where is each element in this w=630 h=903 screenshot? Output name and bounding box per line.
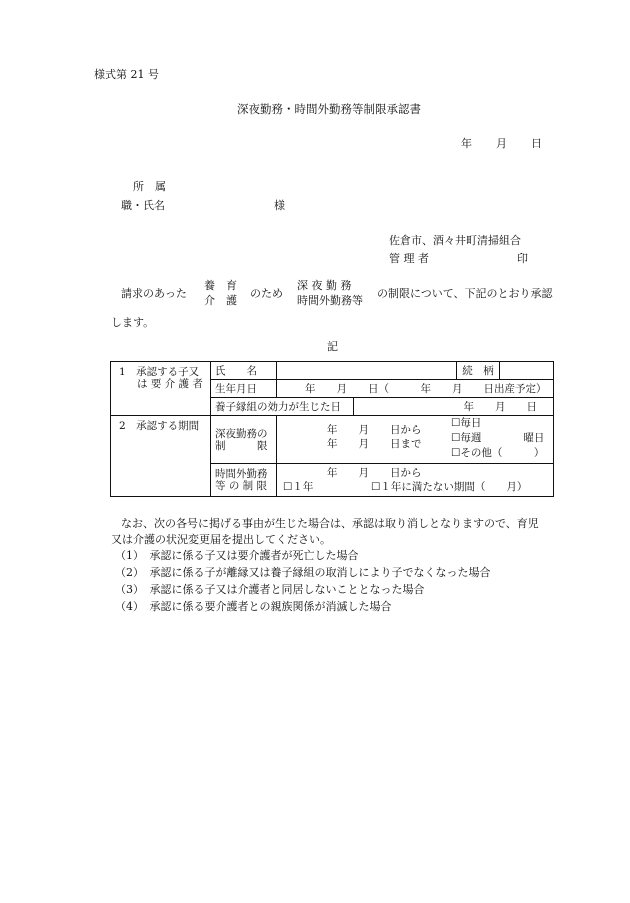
section1-label-cell (111, 362, 211, 416)
overtime-label-a: 時間外勤務 (215, 468, 268, 480)
notes-intro-line2: 又は介護の状況変更届を提出してください。 (111, 533, 331, 546)
statement-prefix: 請求のあった (121, 287, 187, 300)
overtime-from: 年 月 日から (327, 467, 422, 479)
notes-intro-line1: なお、次の各号に掲げる事由が生じた場合は、承認は取り消しとなりますので、育児 (121, 517, 539, 530)
table-row (111, 362, 554, 380)
adoption-date-value: 年 月 日 (354, 398, 554, 416)
relation-field-value (500, 362, 554, 380)
name-label: 職・氏名 (121, 199, 165, 212)
ki-heading: 記 (327, 340, 338, 353)
work-option-night: 深 夜 勤 務 (297, 279, 352, 292)
date-day-label: 日 (531, 137, 542, 150)
notes-item: （2） 承認に係る子が離縁又は養子縁組の取消しにより子でなくなった場合 (115, 566, 491, 579)
night-work-from: 年 月 日から (327, 424, 422, 436)
name-field-value (277, 362, 457, 380)
issuer-seal: 印 (517, 252, 528, 265)
reason-option-nursing: 介 護 (204, 294, 237, 307)
notes-item: （4） 承認に係る要介護者との親族関係が消滅した場合 (115, 600, 392, 613)
overtime-option-less-than-year: ☐１年に満たない期間（ 月） (371, 481, 528, 493)
overtime-label-b: 等 の 制 限 (215, 480, 268, 492)
approval-details-table (110, 361, 554, 497)
statement-middle: のため (250, 287, 283, 300)
overtime-label-cell (211, 464, 277, 497)
issuer-manager-label: 管 理 者 (389, 252, 429, 265)
night-work-label-a: 深夜勤務の (215, 427, 268, 440)
work-option-overtime: 時間外勤務等 (297, 294, 363, 307)
overtime-option-one-year: ☐１年 (283, 481, 314, 493)
night-option-other: ☐その他（ ） (451, 447, 545, 459)
night-work-to: 年 月 日まで (327, 438, 422, 450)
form-number: 様式第 21 号 (94, 68, 159, 81)
section1-label-a: 1 承認する子又 (119, 366, 200, 378)
statement-suffix: の制限について、下記のとおり承認 (377, 287, 553, 300)
statement-continuation: します。 (111, 316, 155, 329)
relation-field-label: 続 柄 (457, 362, 500, 380)
night-option-weekly: ☐毎週 曜日 (451, 432, 545, 444)
document-title: 深夜勤務・時間外勤務等制限承認書 (237, 102, 421, 116)
date-year-label: 年 (461, 137, 472, 150)
birth-date-value: 年 月 日（ 年 月 日出産予定） (277, 380, 554, 398)
section1-label-b: は 要 介 護 者 (137, 378, 203, 390)
notes-item: （1） 承認に係る子又は要介護者が死亡した場合 (115, 549, 359, 562)
night-option-daily: ☐毎日 (451, 417, 482, 429)
night-work-period-cell (277, 416, 554, 464)
night-work-label-b: 制 限 (215, 439, 268, 452)
birth-date-label: 生年月日 (211, 380, 277, 398)
night-work-label-cell (211, 416, 277, 464)
affiliation-label: 所 属 (133, 180, 166, 193)
name-field-label: 氏 名 (211, 362, 277, 380)
honorific: 様 (274, 199, 285, 212)
date-month-label: 月 (496, 137, 507, 150)
overtime-period-cell (277, 464, 554, 497)
notes-item: （3） 承認に係る子又は介護者と同居しないこととなった場合 (115, 583, 425, 596)
adoption-date-label: 養子縁組の効力が生じた日 (211, 398, 354, 416)
section2-label: 2 承認する期間 (111, 416, 211, 497)
issuer-organization: 佐倉市、酒々井町清掃組合 (389, 234, 521, 247)
reason-option-childcare: 養 育 (204, 279, 237, 292)
table-row (111, 416, 554, 464)
